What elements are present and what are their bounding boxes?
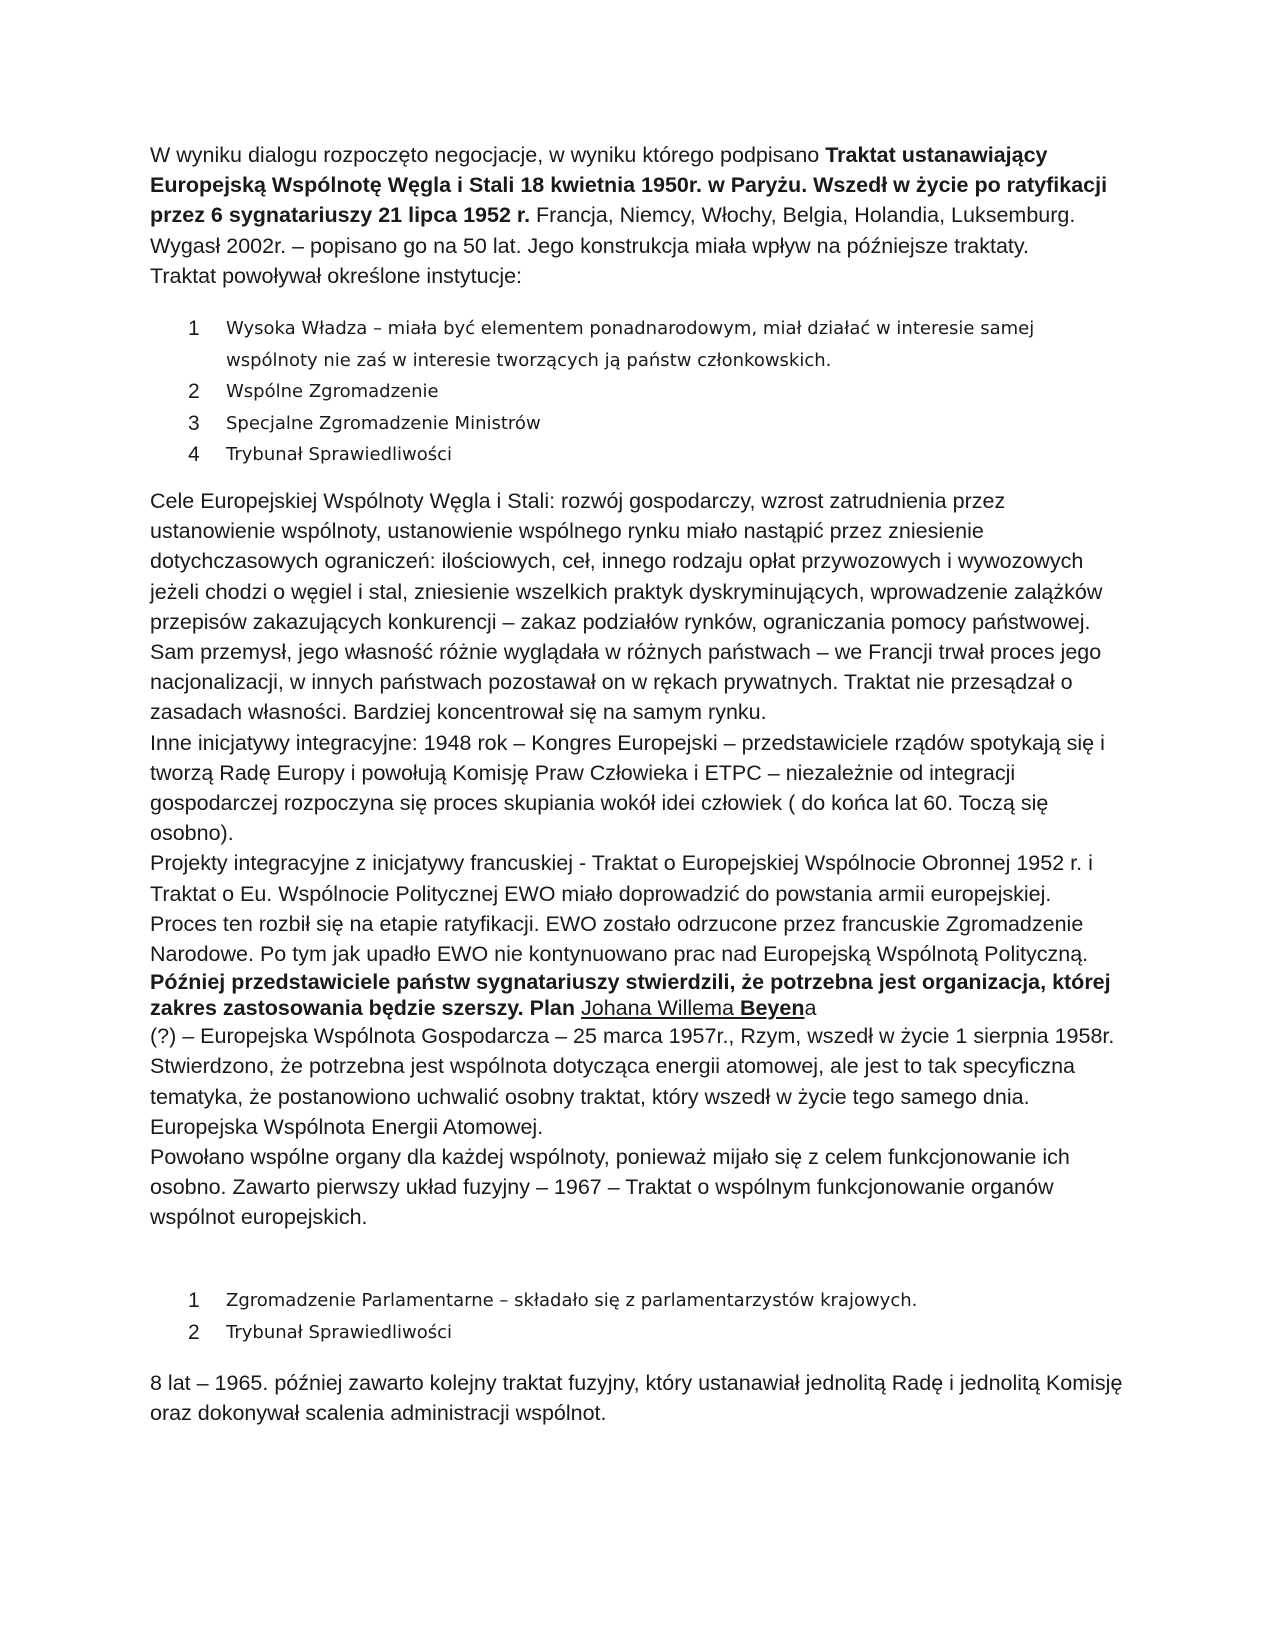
list-number: 2 — [188, 1320, 200, 1344]
list-item-text: Wspólne Zgromadzenie — [226, 381, 439, 402]
list-item — [150, 1317, 1130, 1349]
list-item — [150, 408, 1130, 440]
paragraph-ownership: Sam przemysł, jego własność różnie wyglądała w różnych państwach – we Francji trwał proces jego nacjonalizacji, w innych państwach pozostawał on w rękach prywatnych. Traktat nie przesądzał o zasadach własności. Bardziej koncentrował się na samym rynku. — [150, 640, 1102, 725]
list-number: 3 — [188, 411, 200, 435]
list-item-text: Specjalne Zgromadzenie Ministrów — [226, 412, 541, 434]
list-item — [150, 439, 1130, 471]
treaty-bold-text: Traktat ustanawiający Europejską Wspólnotę Węgla i Stali 18 kwietnia 1950r. w Paryżu. Wszedł w życie po ratyfikacji przez 6 sygnatariuszy 21 lipca 1952 r. — [150, 143, 1108, 228]
closing-section — [150, 1368, 1130, 1428]
list-number: 2 — [188, 380, 200, 403]
paragraph-eec: (?) – Europejska Wspólnota Gospodarcza – 25 marca 1957r., Rzym, wszedł w życie 1 sierpnia 1958r. Stwierdzono, że potrzebna jest wspólnota dotycząca energii atomowej, ale jest to tak specyficzna tematyka, że postanowiono uchwalić osobny traktat, który wszedł w życie tego samego dnia. Europejska Wspólnota Energii Atomowej. — [150, 1024, 1115, 1139]
intro-rest-text: Francja, Niemcy, Włochy, Belgia, Holandia, Luksemburg. Wygasł 2002r. – popisano go na 50 lat. Jego konstrukcja miała wpływ na późniejsze traktaty. — [150, 203, 1076, 258]
list-item-text: Trybunał Sprawiedliwości — [226, 444, 453, 465]
intro-section — [150, 140, 1130, 291]
intro-text: W wyniku dialogu rozpoczęto negocjacje, w wyniku którego podpisano — [150, 143, 826, 167]
paragraph-initiatives: Inne inicjatywy integracyjne: 1948 rok – Kongres Europejski – przedstawiciele rządów spotykają się i tworzą Radę Europy i powołują Komisję Praw Człowieka i ETPC – niezależnie od integracji gospodarczej rozpoczyna się proces skupiania wokół idei człowiek ( do końca lat 60. Toczą się osobno). — [150, 730, 1105, 846]
plan-bold-text: Później przedstawiciele państw sygnatariuszy stwierdzili, że potrzebna jest organizacja, której zakres zastosowania będzie szerszy. Plan — [150, 970, 1111, 1021]
plan-suffix: a — [804, 996, 817, 1021]
list-item — [150, 376, 1130, 408]
paragraph-goals: Cele Europejskiej Wspólnoty Węgla i Stali: rozwój gospodarczy, wzrost zatrudnienia przez ustanowienie wspólnoty, ustanowienie wspólnego rynku miało nastąpić przez zniesienie dotychczasowych ograniczeń: ilościowych, ceł, innego rodzaju opłat przywozowych i wywozowych jeżeli chodzi o węgiel i stal, zniesienie wszelkich praktyk dyskryminujących, wprowadzenie zalążków przepisów zakazujących konkurencji – zakaz podziałów rynków, ograniczania pomocy państwowej. — [150, 489, 1103, 634]
list-number: 1 — [188, 317, 200, 340]
plan-surname-link[interactable]: Beyen — [739, 996, 805, 1021]
list-item — [150, 1285, 1130, 1317]
paragraph-ratification: Proces ten rozbił się na etapie ratyfikacji. EWO zostało odrzucone przez francuskie Zgromadzenie Narodowe. Po tym jak upadło EWO nie kontynuowano prac nad Europejską Wspólnotą Polityczną. — [150, 911, 1089, 967]
list-item-text: Zgromadzenie Parlamentarne – składało się z parlamentarzystów krajowych. — [226, 1290, 918, 1311]
intro-paragraph — [150, 140, 1130, 261]
institutions-intro: Traktat powoływał określone instytucje: — [150, 263, 523, 288]
paragraph-bold-plan — [150, 969, 1130, 1021]
list-item-text: Trybunał Sprawiedliwości — [226, 1321, 453, 1343]
organs-list — [150, 1285, 1130, 1348]
institutions-list — [150, 313, 1130, 471]
main-section — [150, 486, 1130, 1233]
list-number: 4 — [188, 443, 200, 466]
paragraph-french-projects: Projekty integracyjne z inicjatywy francuskiej - Traktat o Europejskiej Wspólnocie Obronnej 1952 r. i Traktat o Eu. Wspólnocie Politycznej EWO miało doprowadzić do powstania armii europejskiej. — [150, 851, 1093, 906]
list-item-text: Wysoka Władza – miała być elementem ponadnarodowym, miał działać w interesie samej wspólnoty nie zaś w interesie tworzących ją państw członkowskich. — [226, 318, 1035, 371]
list-item — [150, 313, 1130, 376]
plan-name-link[interactable]: Johana Willema — [581, 996, 740, 1021]
paragraph-fusion-treaty: 8 lat – 1965. później zawarto kolejny traktat fuzyjny, który ustanawiał jednolitą Radę i jednolitą Komisję oraz dokonywał scalenia administracji wspólnot. — [150, 1371, 1123, 1426]
list-number: 1 — [188, 1289, 200, 1312]
paragraph-organs: Powołano wspólne organy dla każdej wspólnoty, ponieważ mijało się z celem funkcjonowanie ich osobno. Zawarto pierwszy układ fuzyjny – 1967 – Traktat o wspólnym funkcjonowanie organów wspólnot europejskich. — [150, 1145, 1070, 1230]
